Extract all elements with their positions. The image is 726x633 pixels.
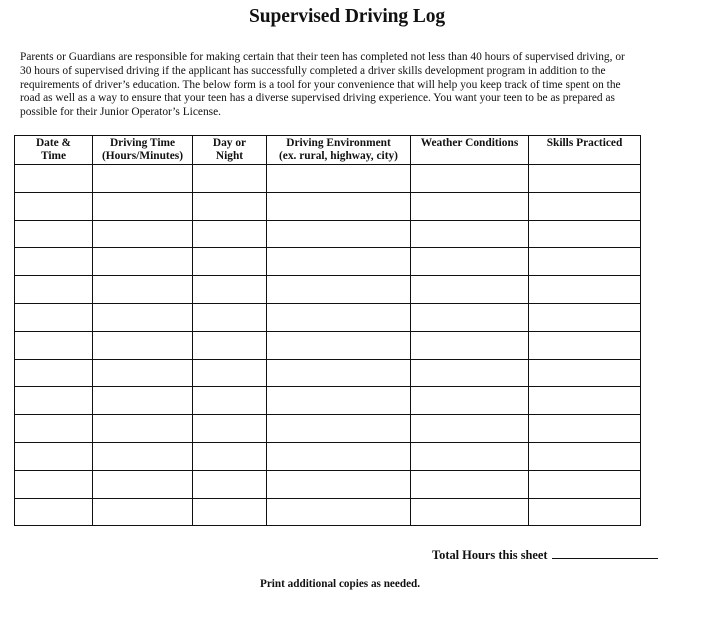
cell-driving-environment[interactable] [267, 359, 411, 387]
table-row [15, 192, 641, 220]
table-row [15, 165, 641, 193]
cell-day-night[interactable] [193, 470, 267, 498]
cell-weather-conditions[interactable] [411, 498, 529, 526]
cell-driving-time[interactable] [93, 387, 193, 415]
table-row [15, 359, 641, 387]
column-header-skills-practiced [529, 136, 641, 165]
cell-weather-conditions[interactable] [411, 415, 529, 443]
cell-driving-time[interactable] [93, 303, 193, 331]
cell-weather-conditions[interactable] [411, 359, 529, 387]
total-hours-field[interactable] [552, 547, 658, 559]
cell-driving-time[interactable] [93, 415, 193, 443]
cell-skills-practiced[interactable] [529, 248, 641, 276]
cell-driving-time[interactable] [93, 359, 193, 387]
cell-driving-environment[interactable] [267, 415, 411, 443]
cell-day-night[interactable] [193, 165, 267, 193]
cell-driving-environment[interactable] [267, 331, 411, 359]
cell-date-time[interactable] [15, 192, 93, 220]
cell-skills-practiced[interactable] [529, 192, 641, 220]
table-row [15, 331, 641, 359]
cell-skills-practiced[interactable] [529, 276, 641, 304]
cell-driving-time[interactable] [93, 498, 193, 526]
driving-log-table [14, 135, 641, 526]
cell-driving-environment[interactable] [267, 248, 411, 276]
table-row [15, 220, 641, 248]
cell-weather-conditions[interactable] [411, 470, 529, 498]
cell-day-night[interactable] [193, 415, 267, 443]
cell-weather-conditions[interactable] [411, 165, 529, 193]
intro-line: 30 hours of supervised driving if the applicant has successfully completed a driver skills development program in addition to the [20, 64, 606, 77]
cell-date-time[interactable] [15, 415, 93, 443]
cell-weather-conditions[interactable] [411, 276, 529, 304]
cell-weather-conditions[interactable] [411, 387, 529, 415]
cell-driving-time[interactable] [93, 470, 193, 498]
cell-weather-conditions[interactable] [411, 442, 529, 470]
column-header-driving-time [93, 136, 193, 165]
cell-day-night[interactable] [193, 359, 267, 387]
cell-date-time[interactable] [15, 359, 93, 387]
cell-weather-conditions[interactable] [411, 220, 529, 248]
cell-date-time[interactable] [15, 331, 93, 359]
cell-driving-environment[interactable] [267, 220, 411, 248]
cell-driving-time[interactable] [93, 442, 193, 470]
table-row [15, 303, 641, 331]
page-title: Supervised Driving Log [248, 6, 446, 27]
cell-driving-environment[interactable] [267, 276, 411, 304]
cell-date-time[interactable] [15, 303, 93, 331]
table-row [15, 415, 641, 443]
intro-line: requirements of driver’s education. The below form is a tool for your convenience that will help you keep track of time spent on the [20, 78, 621, 91]
cell-day-night[interactable] [193, 387, 267, 415]
print-note: Print additional copies as needed. [260, 578, 421, 590]
table-row [15, 276, 641, 304]
cell-driving-environment[interactable] [267, 303, 411, 331]
cell-day-night[interactable] [193, 331, 267, 359]
cell-skills-practiced[interactable] [529, 387, 641, 415]
column-header-line: Driving Time [109, 137, 176, 149]
cell-driving-environment[interactable] [267, 498, 411, 526]
cell-driving-environment[interactable] [267, 470, 411, 498]
cell-skills-practiced[interactable] [529, 415, 641, 443]
intro-line: Parents or Guardians are responsible for making certain that their teen has completed not less than 40 hours of supervised driving, or [20, 51, 625, 63]
cell-driving-environment[interactable] [267, 165, 411, 193]
cell-date-time[interactable] [15, 220, 93, 248]
intro-paragraph [20, 51, 700, 120]
cell-skills-practiced[interactable] [529, 359, 641, 387]
column-header-line: Night [215, 150, 244, 162]
cell-day-night[interactable] [193, 248, 267, 276]
cell-skills-practiced[interactable] [529, 470, 641, 498]
cell-skills-practiced[interactable] [529, 498, 641, 526]
cell-day-night[interactable] [193, 192, 267, 220]
cell-driving-time[interactable] [93, 276, 193, 304]
cell-skills-practiced[interactable] [529, 331, 641, 359]
cell-weather-conditions[interactable] [411, 192, 529, 220]
table-row [15, 387, 641, 415]
column-header-line: Date & [35, 137, 72, 149]
cell-day-night[interactable] [193, 303, 267, 331]
column-header-line: Driving Environment [286, 137, 391, 149]
cell-day-night[interactable] [193, 442, 267, 470]
cell-date-time[interactable] [15, 165, 93, 193]
cell-driving-time[interactable] [93, 192, 193, 220]
table-row [15, 248, 641, 276]
cell-date-time[interactable] [15, 387, 93, 415]
total-hours-label: Total Hours this sheet [432, 548, 548, 562]
cell-date-time[interactable] [15, 276, 93, 304]
cell-driving-time[interactable] [93, 248, 193, 276]
cell-skills-practiced[interactable] [529, 303, 641, 331]
table-header-row [15, 136, 641, 165]
column-header-line: Weather Conditions [420, 137, 519, 149]
cell-date-time[interactable] [15, 470, 93, 498]
cell-date-time[interactable] [15, 498, 93, 526]
table-row [15, 442, 641, 470]
column-header-day-night [193, 136, 267, 165]
cell-day-night[interactable] [193, 276, 267, 304]
column-header-line: (Hours/Minutes) [102, 150, 183, 162]
table-row [15, 498, 641, 526]
column-header-driving-environment [267, 136, 411, 165]
cell-driving-environment[interactable] [267, 387, 411, 415]
cell-date-time[interactable] [15, 442, 93, 470]
table-row [15, 470, 641, 498]
cell-skills-practiced[interactable] [529, 442, 641, 470]
cell-weather-conditions[interactable] [411, 331, 529, 359]
column-header-line: Time [40, 150, 67, 162]
column-header-line: Day or [212, 137, 247, 149]
intro-line: possible for their Junior Operator’s License. [20, 106, 221, 119]
column-header-weather-conditions [411, 136, 529, 165]
column-header-line: Skills Practiced [546, 137, 623, 149]
column-header-date-time [15, 136, 93, 165]
cell-weather-conditions[interactable] [411, 303, 529, 331]
column-header-line: (ex. rural, highway, city) [279, 150, 398, 162]
cell-day-night[interactable] [193, 498, 267, 526]
cell-skills-practiced[interactable] [529, 220, 641, 248]
total-hours [432, 547, 658, 563]
cell-driving-time[interactable] [93, 220, 193, 248]
cell-skills-practiced[interactable] [529, 165, 641, 193]
cell-date-time[interactable] [15, 248, 93, 276]
cell-day-night[interactable] [193, 220, 267, 248]
cell-driving-time[interactable] [93, 331, 193, 359]
cell-driving-environment[interactable] [267, 192, 411, 220]
cell-driving-time[interactable] [93, 165, 193, 193]
table-body [15, 165, 641, 526]
cell-weather-conditions[interactable] [411, 248, 529, 276]
intro-line: road as well as a way to ensure that your teen has a diverse supervised driving experience. You want your teen to be as prepared as [20, 92, 615, 105]
cell-driving-environment[interactable] [267, 442, 411, 470]
